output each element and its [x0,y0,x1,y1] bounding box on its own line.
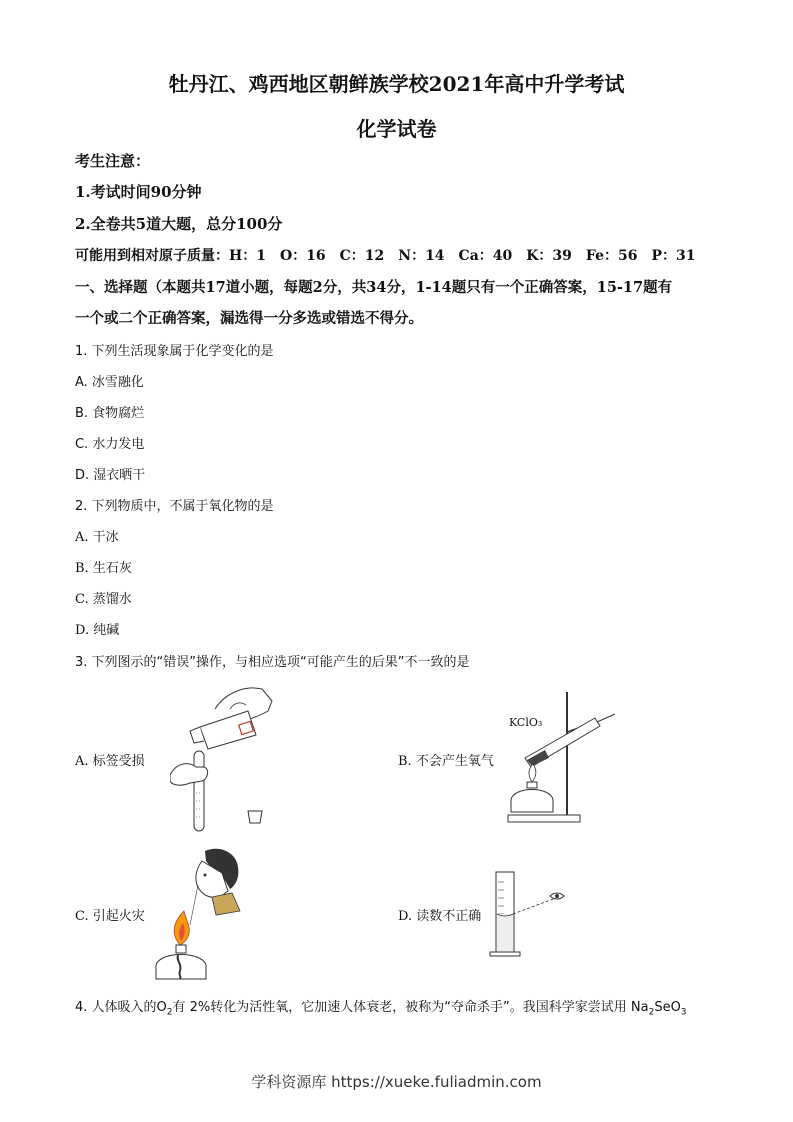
question-1-option-b: B. 食物腐烂 [75,406,145,421]
question-4-text-3: SeO [654,1000,681,1015]
question-1-stem: 1. 下列生活现象属于化学变化的是 [75,344,274,359]
section-heading-line2: 一个或二个正确答案，漏选得一分多选或错选不得分。 [75,310,423,327]
figure-d-cylinder-illustration [488,868,568,958]
question-1-option-d: D. 湿衣晒干 [75,468,146,483]
question-2-option-b: B. 生石灰 [75,561,132,576]
question-4-sub-1: 2 [166,1007,173,1018]
notice-heading: 考生注意： [75,152,151,170]
question-1-option-a: A. 冰雪融化 [75,375,144,390]
question-4-text-1: 4. 人体吸入的O [75,1000,167,1015]
page-footer: 学科资源库 https://xueke.fuliadmin.com [251,1073,542,1091]
question-4-sub-3: 3 [680,1007,687,1018]
question-2-stem: 2. 下列物质中，不属于氧化物的是 [75,499,274,514]
question-4-sub-2: 2 [648,1007,655,1018]
figure-b-heating-illustration [505,688,620,828]
figure-b-kclo3-label: KClO₃ [509,716,543,729]
section-heading-line1: 一、选择题（本题共17道小题，每题2分，共34分，1-14题只有一个正确答案，15-17题有 [75,279,673,296]
exam-subtitle: 化学试卷 [356,117,437,141]
figure-a-pouring-illustration [170,683,280,833]
question-2-option-c: C. 蒸馏水 [75,592,132,607]
question-4-text-2: 有 2%转化为活性氧，它加速人体衰老，被称为“夺命杀手”。我国科学家尝试用 Na [172,1000,649,1015]
question-4-stem [75,996,687,1018]
question-1-option-c: C. 水力发电 [75,437,145,452]
question-3-option-d: D. 读数不正确 [398,909,482,924]
notice-item-total: 2.全卷共5道大题，总分100分 [75,215,283,233]
question-2-option-d: D. 纯碱 [75,623,120,638]
question-3-option-c: C. 引起火灾 [75,909,145,924]
question-3-stem: 3. 下列图示的“错误”操作，与相应选项“可能产生的后果”不一致的是 [75,655,470,670]
question-2-option-a: A. 干冰 [75,530,119,545]
atomic-mass-line: 可能用到相对原子质量：H：1 O：16 C：12 N：14 Ca：40 K：39 Fe：56 P：31 [75,248,696,264]
notice-item-time: 1.考试时间90分钟 [75,183,202,201]
figure-c-blowing-illustration [150,845,245,985]
question-3-option-a: A. 标签受损 [75,754,145,769]
question-3-option-b: B. 不会产生氧气 [398,754,494,769]
exam-title: 牡丹江、鸡西地区朝鲜族学校2021年高中升学考试 [168,72,625,96]
